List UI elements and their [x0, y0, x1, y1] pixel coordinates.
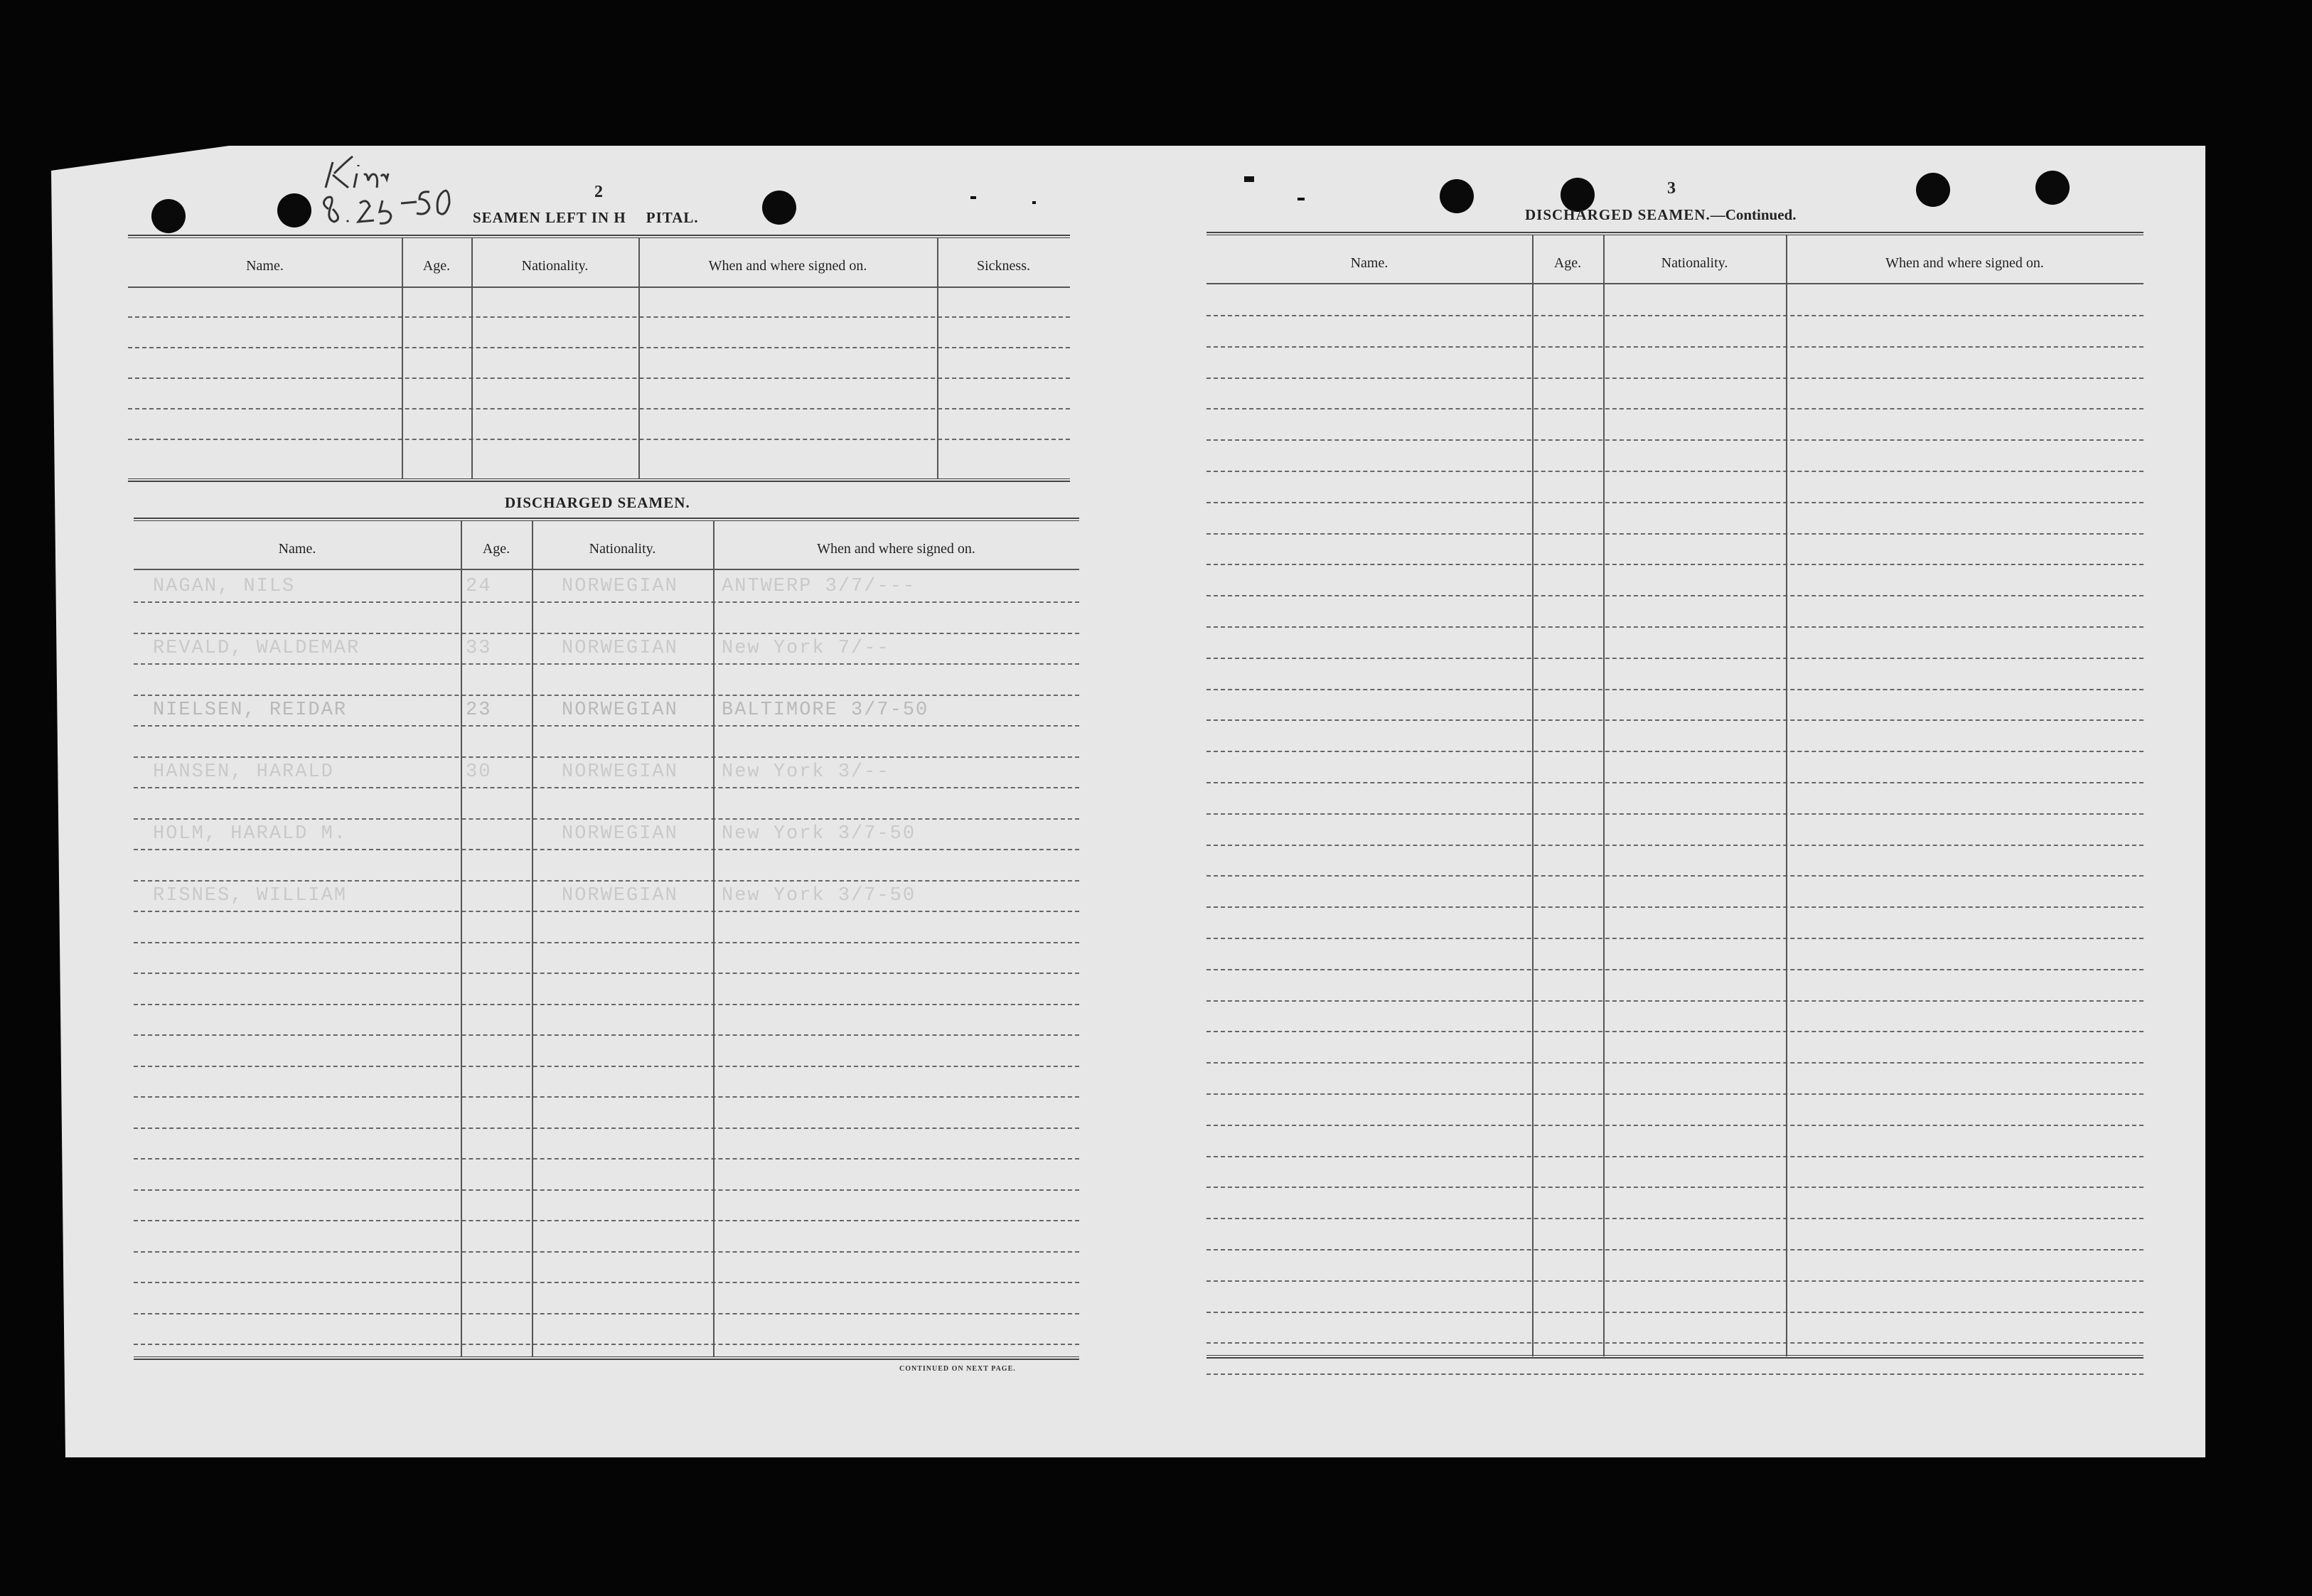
faint-entry-nationality: NORWEGIAN [562, 638, 678, 659]
col-header-signed-on: When and where signed on. [1885, 255, 2044, 271]
row-line [1206, 1187, 2144, 1188]
discharged-table-right [1206, 232, 2144, 1362]
col-header-age: Age. [1553, 255, 1582, 271]
continued-note: CONTINUED ON NEXT PAGE. [899, 1365, 1016, 1373]
faint-entry-name: HOLM, HARALD M. [153, 823, 348, 845]
row-line [1206, 315, 2144, 316]
row-line [1206, 1093, 2144, 1095]
row-line [134, 633, 1079, 634]
row-line [134, 911, 1079, 912]
col-header-name: Name. [1350, 255, 1388, 271]
row-line [1206, 564, 2144, 565]
row-line [134, 942, 1079, 943]
row-line [1206, 658, 2144, 659]
ink-speck [1244, 176, 1254, 182]
punch-hole [1440, 179, 1474, 213]
discharged-section-title: DISCHARGED SEAMEN. [505, 494, 690, 511]
hospital-title-rest: PITAL. [646, 209, 699, 226]
row-line [1206, 1156, 2144, 1157]
row-line [1206, 938, 2144, 939]
faint-entry-signed-on: New York 7/-- [722, 638, 890, 659]
row-line [1206, 595, 2144, 596]
row-line [1206, 1342, 2144, 1344]
row-line [1206, 969, 2144, 970]
row-line [134, 1313, 1079, 1314]
ink-speck [1032, 201, 1036, 204]
faint-entry-age: 30 [466, 761, 492, 783]
row-line [134, 787, 1079, 788]
faint-entry-nationality: NORWEGIAN [562, 885, 678, 906]
row-line [1206, 782, 2144, 783]
row-line [1206, 626, 2144, 628]
row-line [1206, 408, 2144, 409]
row-line [1206, 1000, 2144, 1002]
hospital-title-text: SEAMEN LEFT IN H [473, 209, 626, 226]
row-line [134, 1066, 1079, 1067]
hospital-section-title [473, 209, 699, 227]
faint-entry-age: 23 [466, 700, 492, 721]
right-title-continued: —Continued. [1710, 206, 1797, 223]
row-line [134, 725, 1079, 727]
page-number-right: 3 [1667, 179, 1676, 198]
col-header-nationality: Nationality. [521, 258, 589, 274]
col-header-name: Name. [246, 258, 284, 274]
row-line [134, 1220, 1079, 1221]
punch-hole [151, 199, 186, 233]
faint-entry-age: 24 [466, 576, 492, 597]
row-line [134, 601, 1079, 603]
row-line [134, 1128, 1079, 1129]
faint-entry-nationality: NORWEGIAN [562, 700, 678, 721]
punch-hole [2035, 171, 2070, 205]
row-line [1206, 533, 2144, 535]
row-line [134, 1344, 1079, 1345]
page-number-left: 2 [594, 183, 603, 201]
row-line [1206, 845, 2144, 846]
ink-speck [1297, 198, 1305, 200]
col-header-signed-on: When and where signed on. [708, 258, 867, 274]
faint-entry-signed-on: New York 3/7-50 [722, 885, 916, 906]
row-line [1206, 751, 2144, 752]
faint-entry-name: REVALD, WALDEMAR [153, 638, 360, 659]
row-line [134, 1251, 1079, 1253]
col-header-name: Name. [278, 541, 316, 557]
row-line [1206, 1373, 2144, 1375]
row-line [1206, 471, 2144, 472]
row-line [134, 1158, 1079, 1159]
row-line [1206, 1062, 2144, 1064]
faint-entry-signed-on: ANTWERP 3/7/--- [722, 576, 916, 597]
row-line [1206, 1312, 2144, 1313]
row-line [1206, 875, 2144, 877]
row-line [1206, 906, 2144, 908]
faint-entry-name: NIELSEN, REIDAR [153, 700, 348, 721]
row-line [134, 880, 1079, 882]
faint-entry-name: HANSEN, HARALD [153, 761, 334, 783]
row-line [134, 1004, 1079, 1005]
col-header-nationality: Nationality. [589, 541, 656, 557]
row-line [134, 1096, 1079, 1098]
row-line [1206, 689, 2144, 690]
col-header-nationality: Nationality. [1661, 255, 1728, 271]
row-line [1206, 377, 2144, 379]
row-line [1206, 1125, 2144, 1126]
col-header-signed-on: When and where signed on. [817, 541, 975, 557]
punch-hole [1916, 173, 1950, 207]
row-line [134, 818, 1079, 820]
ink-speck [970, 196, 976, 199]
row-line [1206, 1280, 2144, 1282]
row-line [134, 756, 1079, 758]
faint-entry-name: NAGAN, NILS [153, 576, 296, 597]
faint-entry-signed-on: New York 3/7-50 [722, 823, 916, 845]
discharged-continued-title [1525, 206, 1796, 224]
faint-entry-nationality: NORWEGIAN [562, 761, 678, 783]
col-header-age: Age. [482, 541, 510, 557]
row-line [1206, 1249, 2144, 1250]
punch-hole [762, 191, 796, 225]
faint-entry-age: 33 [466, 638, 492, 659]
row-line [1206, 439, 2144, 441]
row-line [134, 1189, 1079, 1191]
col-header-sickness: Sickness. [977, 258, 1030, 274]
row-line [134, 1282, 1079, 1283]
faint-entry-signed-on: New York 3/-- [722, 761, 890, 783]
row-line [134, 973, 1079, 974]
row-line [1206, 346, 2144, 348]
punch-hole [277, 193, 311, 227]
col-header-age: Age. [422, 258, 451, 274]
hospital-table [128, 235, 1070, 485]
row-line [1206, 813, 2144, 815]
faint-entry-nationality: NORWEGIAN [562, 823, 678, 845]
faint-entry-signed-on: BALTIMORE 3/7-50 [722, 700, 929, 721]
row-line [1206, 719, 2144, 721]
right-title-text: DISCHARGED SEAMEN. [1525, 206, 1711, 223]
row-line [134, 849, 1079, 850]
row-line [1206, 1218, 2144, 1219]
faint-entry-nationality: NORWEGIAN [562, 576, 678, 597]
row-line [1206, 502, 2144, 503]
faint-entry-name: RISNES, WILLIAM [153, 885, 348, 906]
row-line [134, 663, 1079, 665]
row-line [1206, 1031, 2144, 1032]
row-line [134, 695, 1079, 696]
row-line [134, 1034, 1079, 1036]
